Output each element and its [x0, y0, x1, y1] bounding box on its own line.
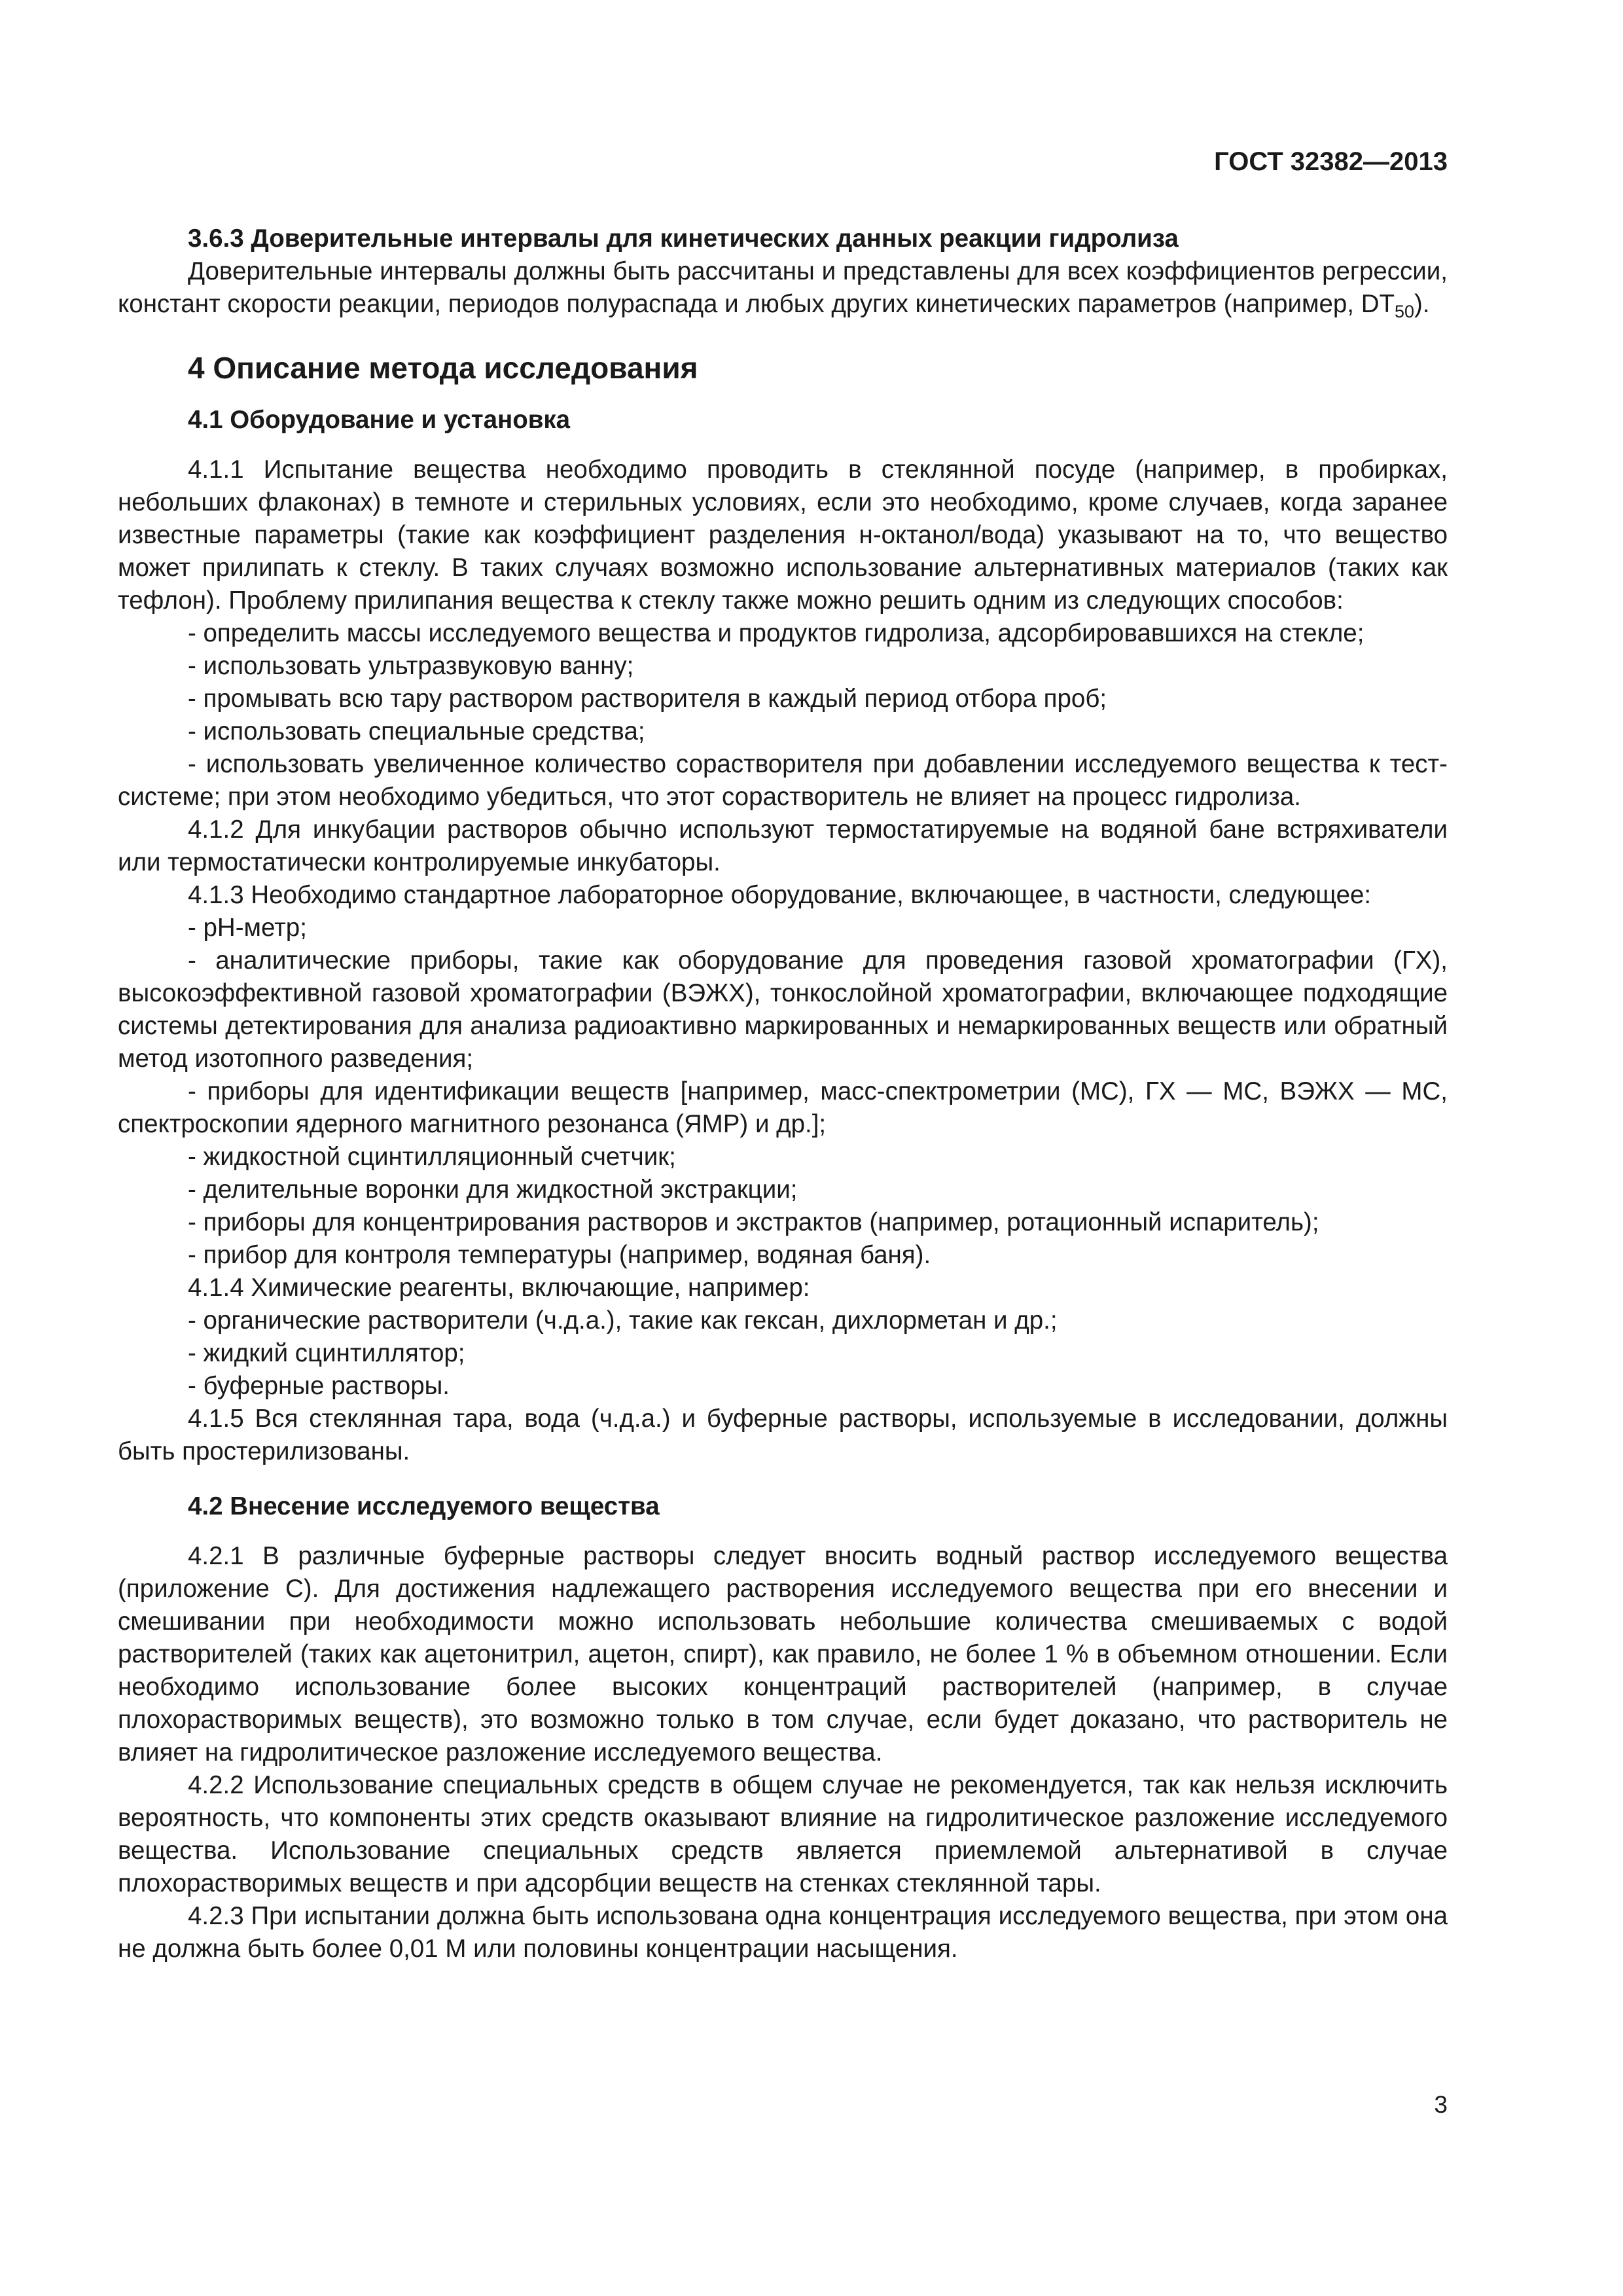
paragraph-4-2-3: 4.2.3 При испытании должна быть использована одна концентрация исследуемого вещества, при этом она не должна быть более 0,01 М или половины концентрации насыщения.: [118, 1902, 1448, 1963]
paragraph-4-1-5: 4.1.5 Вся стеклянная тара, вода (ч.д.а.) и буферные растворы, используемые в исследовании, должны быть простерилизованы.: [118, 1405, 1448, 1465]
page-number: 3: [1434, 2091, 1448, 2118]
document-code: ГОСТ 32382—2013: [1214, 147, 1448, 176]
paragraph-4-1-1: 4.1.1 Испытание вещества необходимо проводить в стеклянной посуде (например, в пробирках, небольших флаконах) в темноте и стерильных условиях, если это необходимо, кроме случаев, когда заранее известные параметры (такие как коэффициент разделения н-октанол/вода) указывают на то, что вещество может прилипать к стеклу. В таких случаях возможно использование альтернативных материалов (таких как тефлон). Проблему прилипания вещества к стеклу также можно решить одним из следующих способов:: [118, 456, 1448, 615]
paragraph-4-1-3: 4.1.3 Необходимо стандартное лабораторное оборудование, включающее, в частности, следующее:: [188, 881, 1372, 909]
paragraph-4-1-2: 4.1.2 Для инкубации растворов обычно используют термостатируемые на водяной бане встряхиватели или термостатически контролируемые инкубаторы.: [118, 816, 1448, 876]
list-item: - аналитические приборы, такие как оборудование для проведения газовой хроматографии (ГХ), высокоэффективной газовой хроматографии (ВЭЖХ), тонкослойной хроматографии, включающее подходящие системы детектирования для анализа радиоактивно маркированных и немаркированных веществ или обратный метод изотопного разведения;: [118, 946, 1448, 1073]
paragraph-4-2-2: 4.2.2 Использование специальных средств в общем случае не рекомендуется, так как нельзя исключить вероятность, что компоненты этих средств оказывают влияние на гидролитическое разложение исследуемого вещества. Использование специальных средств является приемлемой альтернативой в случае плохорастворимых веществ и при адсорбции веществ на стенках стеклянной тары.: [118, 1771, 1448, 1897]
page-content: [118, 223, 1448, 1965]
section-3-6-3-title: 3.6.3 Доверительные интервалы для кинетических данных реакции гидролиза: [188, 224, 1179, 253]
section-4-2-title: 4.2 Внесение исследуемого вещества: [188, 1492, 660, 1520]
list-item: - pH-метр;: [188, 914, 307, 942]
section-4-1-title: 4.1 Оборудование и установка: [188, 406, 571, 434]
section-3-6-3-text-end: ).: [1414, 290, 1430, 318]
list-item: - жидкий сцинтиллятор;: [188, 1339, 465, 1367]
list-item: - делительные воронки для жидкостной экстракции;: [188, 1175, 798, 1204]
section-4-title: 4 Описание метода исследования: [188, 351, 698, 385]
list-item: - определить массы исследуемого вещества и продуктов гидролиза, адсорбировавшихся на стекле;: [188, 619, 1364, 647]
list-item: - использовать увеличенное количество сорастворителя при добавлении исследуемого вещества к тест-системе; при этом необходимо убедиться, что этот сорастворитель не влияет на процесс гидролиза.: [118, 750, 1448, 811]
list-item: - прибор для контроля температуры (например, водяная баня).: [188, 1241, 931, 1269]
section-3-6-3-text-main: Доверительные интервалы должны быть рассчитаны и представлены для всех коэффициентов регрессии, констант скорости реакции, периодов полураспада и любых других кинетических параметров (например, DT: [118, 257, 1448, 318]
list-item: - буферные растворы.: [188, 1372, 450, 1400]
list-item: - промывать всю тару раствором растворителя в каждый период отбора проб;: [188, 685, 1107, 713]
list-item: - жидкостной сцинтилляционный счетчик;: [188, 1143, 676, 1171]
list-item: - приборы для идентификации веществ [например, масс-спектрометрии (МС), ГХ — МС, ВЭЖХ — МС, спектроскопии ядерного магнитного резонанса (ЯМР) и др.];: [118, 1077, 1448, 1138]
list-item: - использовать ультразвуковую ванну;: [188, 652, 634, 680]
list-item: - органические растворители (ч.д.а.), такие как гексан, дихлорметан и др.;: [188, 1306, 1058, 1335]
list-item: - использовать специальные средства;: [188, 717, 645, 745]
section-3-6-3-text: [118, 255, 1448, 321]
paragraph-4-2-1: 4.2.1 В различные буферные растворы следует вносить водный раствор исследуемого вещества (приложение С). Для достижения надлежащего растворения исследуемого вещества при его внесении и смешивании при необходимости можно использовать небольшие количества смешиваемых с водой растворителей (таких как ацетонитрил, ацетон, спирт), как правило, не более 1 % в объемном отношении. Если необходимо использование более высоких концентраций растворителей (например, в случае плохорастворимых веществ), это возможно только в том случае, если будет доказано, что растворитель не влияет на гидролитическое разложение исследуемого вещества.: [118, 1542, 1448, 1767]
paragraph-4-1-4: 4.1.4 Химические реагенты, включающие, например:: [188, 1274, 810, 1302]
list-item: - приборы для концентрирования растворов и экстрактов (например, ротационный испаритель);: [188, 1208, 1319, 1236]
dt-subscript: 50: [1395, 302, 1414, 321]
